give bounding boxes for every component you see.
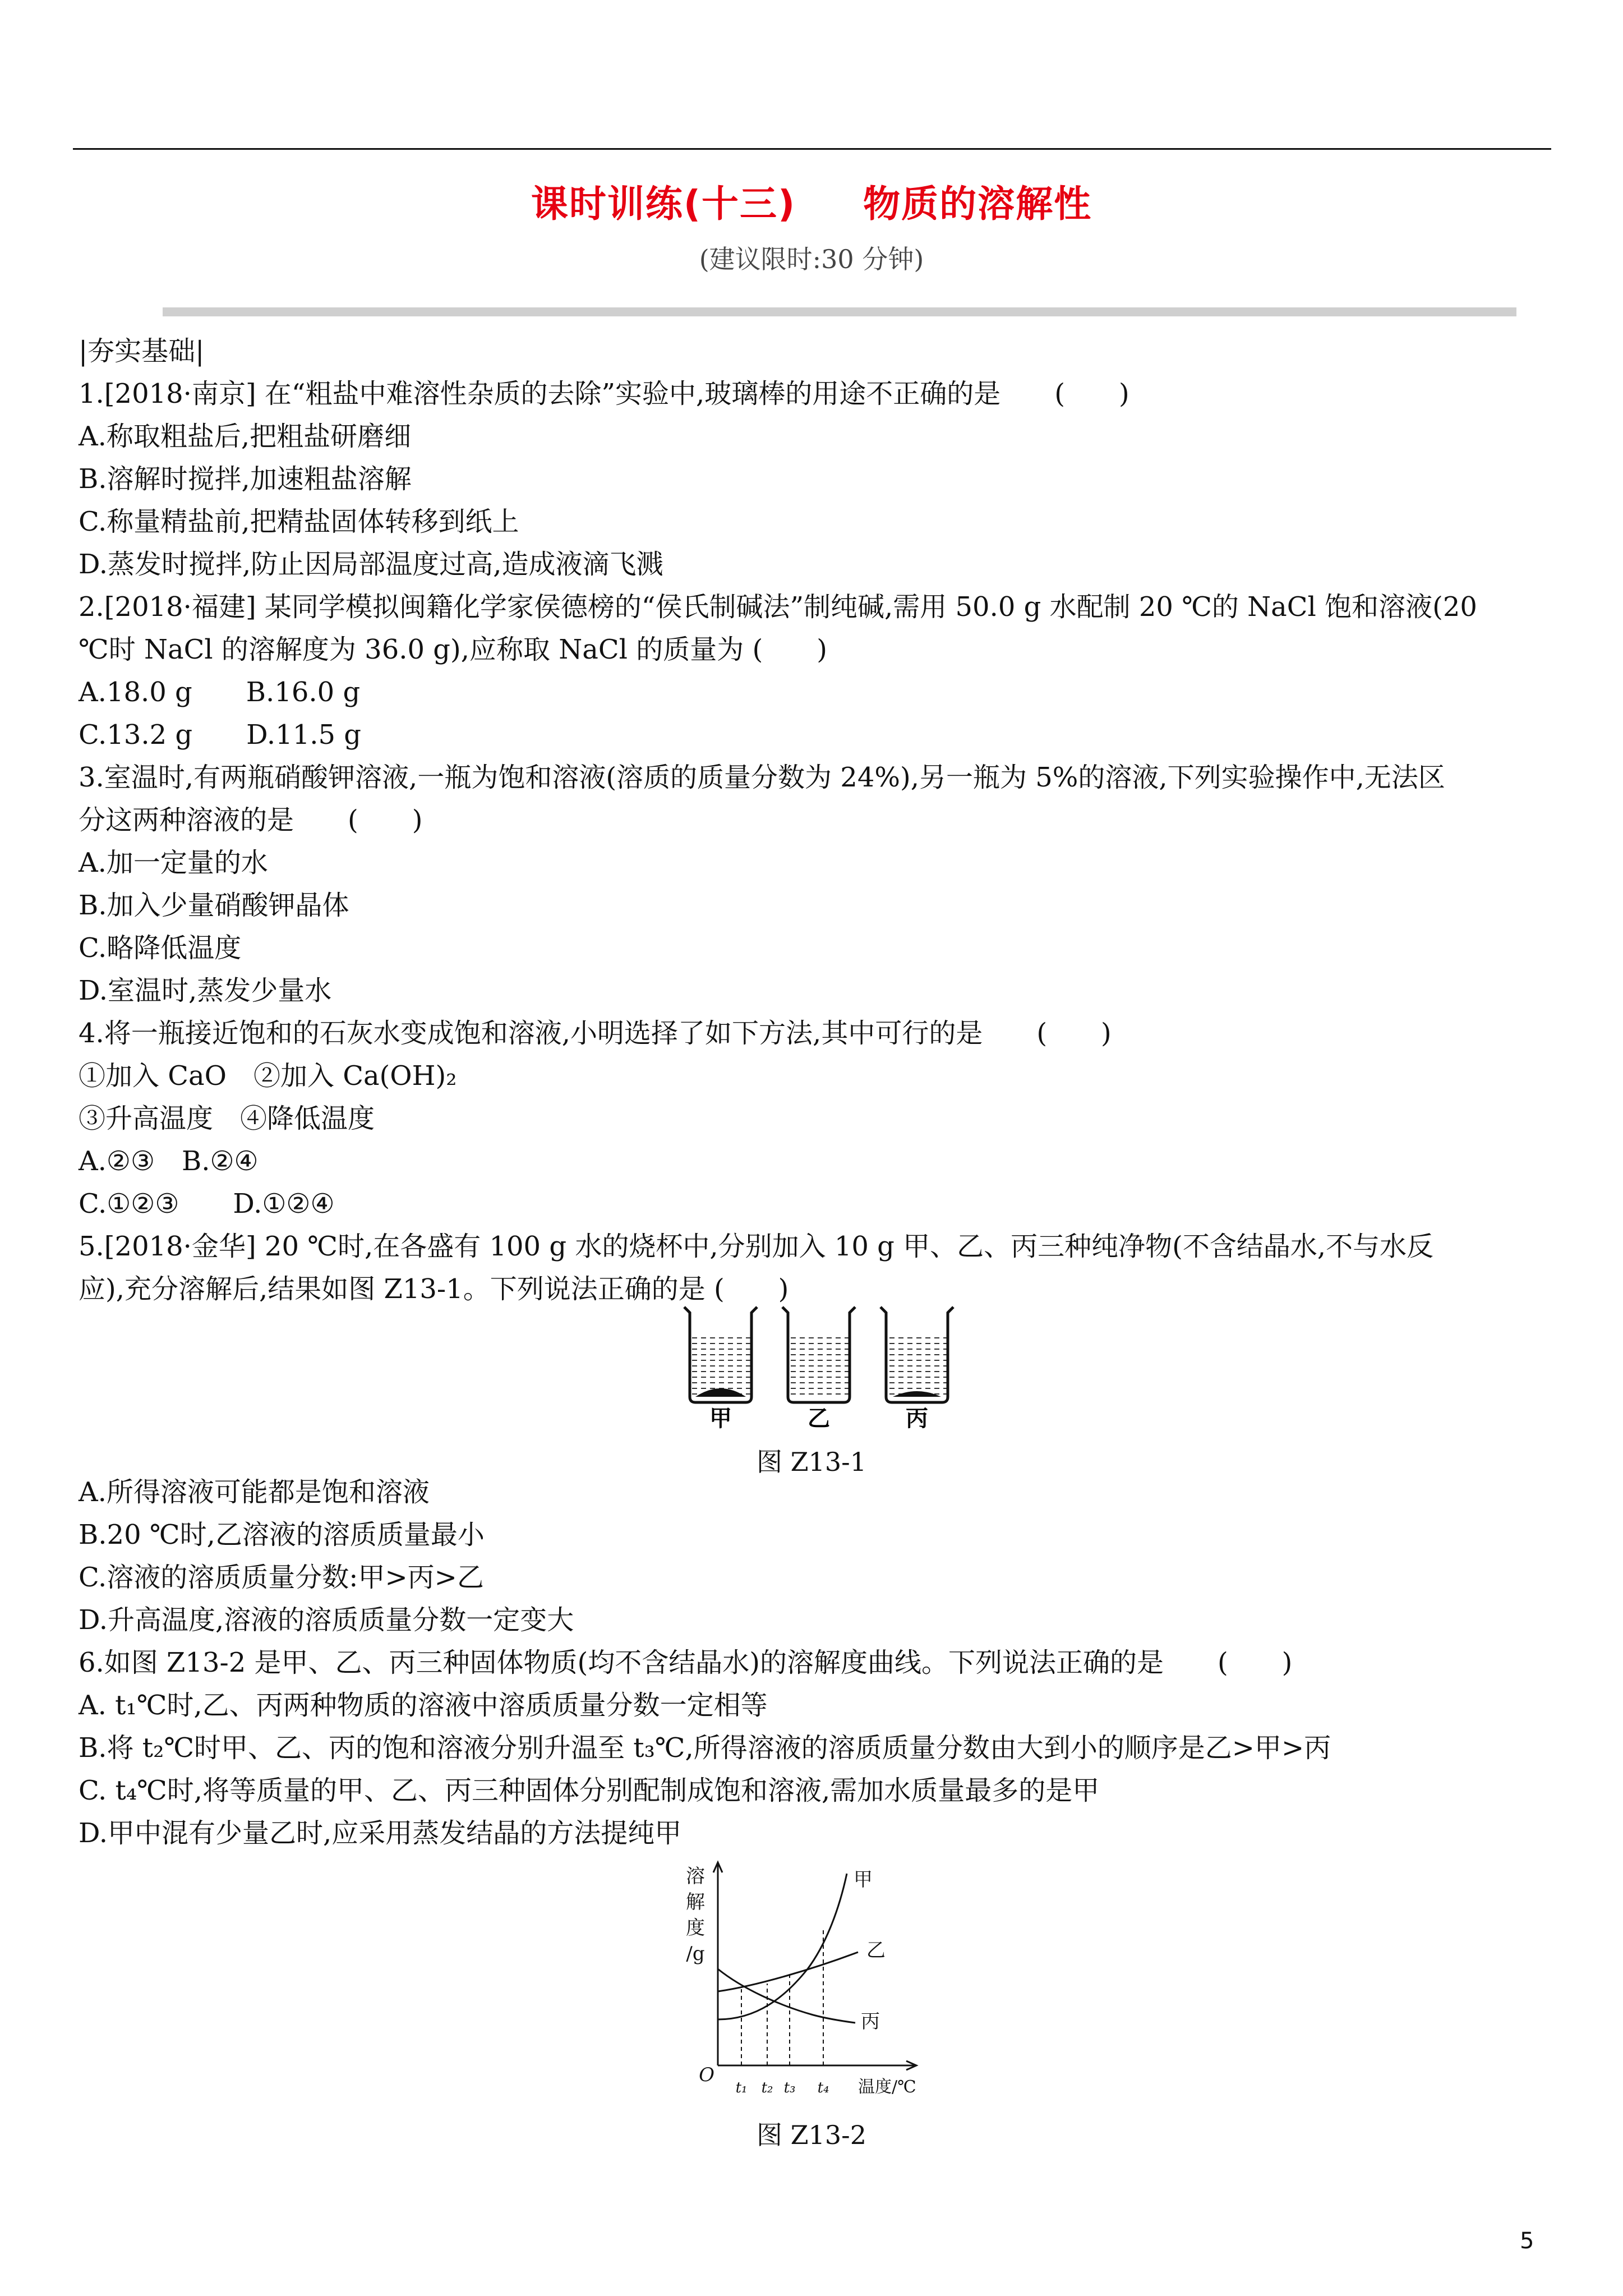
text-line: 4.将一瓶接近饱和的石灰水变成饱和溶液,小明选择了如下方法,其中可行的是 ( ) [79,1018,1112,1049]
text-line: C.略降低温度 [79,932,242,964]
beaker-figure [673,1296,965,1430]
text-line: A.18.0 g B.16.0 g [79,677,361,708]
text-line: B.溶解时搅拌,加速粗盐溶解 [79,463,412,495]
text-line: C.①②③ D.①②④ [79,1188,335,1220]
series-label: 丙 [861,2010,880,2033]
beaker-jia-icon [684,1307,757,1402]
question-block-1 [79,330,1581,1310]
text-line: B.加入少量硝酸钾晶体 [79,890,349,921]
curve-yi [718,1952,858,1991]
tick-label: t₁ [735,2079,748,2096]
text-line: 1.[2018·南京] 在“粗盐中难溶性杂质的去除”实验中,玻璃棒的用途不正确的是 ( ) [79,378,1129,409]
text-line: A.加一定量的水 [79,847,268,878]
top-rule [73,148,1551,150]
tick-label: t₂ [761,2079,773,2096]
curve-bing [718,1969,855,2023]
text-line: C. t₄℃时,将等质量的甲、乙、丙三种固体分别配制成饱和溶液,需加水质量最多的是甲 [79,1775,1100,1806]
beaker-bing-icon [880,1307,953,1402]
series-label: 甲 [854,1869,873,1891]
text-line: 应),充分溶解后,结果如图 Z13-1。下列说法正确的是 ( ) [79,1273,789,1305]
page-number: 5 [1520,2228,1534,2254]
y-axis-label: /g [686,1943,705,1965]
text-line: 2.[2018·福建] 某同学模拟闽籍化学家侯德榜的“侯氏制碱法”制纯碱,需用 50.0 g 水配制 20 ℃的 NaCl 饱和溶液(20 [79,591,1477,623]
tick-label: t₄ [817,2079,829,2096]
section-heading: |夯实基础| [79,335,205,367]
title-right: 物质的溶解性 [863,182,1092,226]
beaker-label: 甲 [709,1406,732,1430]
text-line: A.所得溶液可能都是饱和溶液 [79,1476,430,1508]
text-line: D.蒸发时搅拌,防止因局部温度过高,造成液滴飞溅 [79,549,663,580]
text-line: A.②③ B.②④ [79,1145,259,1177]
text-line: A.称取粗盐后,把粗盐研磨细 [79,421,412,452]
text-line: A. t₁℃时,乙、丙两种物质的溶液中溶质质量分数一定相等 [79,1690,768,1721]
text-line: 5.[2018·金华] 20 ℃时,在各盛有 100 g 水的烧杯中,分别加入 10 g 甲、乙、丙三种纯净物(不含结晶水,不与水反 [79,1231,1434,1262]
series-label: 乙 [866,1939,886,1962]
text-line: C.称量精盐前,把精盐固体转移到纸上 [79,506,519,537]
text-line: D.室温时,蒸发少量水 [79,975,332,1006]
figure-caption: 图 Z13-1 [757,1447,866,1477]
text-line: B.将 t₂℃时甲、乙、丙的饱和溶液分别升温至 t₃℃,所得溶液的溶质质量分数由大到小的顺序是乙>甲>丙 [79,1732,1331,1764]
text-line: D.升高温度,溶液的溶质质量分数一定变大 [79,1604,574,1636]
text-line: ①加入 CaO ②加入 Ca(OH)₂ [79,1060,457,1092]
origin-label: O [699,2064,714,2086]
text-line: B.20 ℃时,乙溶液的溶质质量最小 [79,1519,485,1550]
y-axis-label: 度 [686,1917,705,1939]
text-line: C.13.2 g D.11.5 g [79,719,362,751]
text-line: ℃时 NaCl 的溶解度为 36.0 g),应称取 NaCl 的质量为 ( ) [79,634,827,665]
y-axis-label: 溶 [686,1865,705,1888]
beaker-yi-icon [782,1307,855,1402]
divider-bar [163,307,1516,316]
text-line: C.溶液的溶质质量分数:甲>丙>乙 [79,1562,484,1593]
figure-caption: 图 Z13-2 [757,2120,866,2150]
text-line: 3.室温时,有两瓶硝酸钾溶液,一瓶为饱和溶液(溶质的质量分数为 24%),另一瓶为 5%的溶液,下列实验操作中,无法区 [79,762,1445,793]
beaker-label: 丙 [906,1406,928,1430]
curve-jia [718,1874,847,2019]
tick-label: t₃ [783,2079,796,2096]
x-axis-label: 温度/℃ [858,2077,916,2097]
page-title [0,174,1623,227]
text-line: D.甲中混有少量乙时,应采用蒸发结晶的方法提纯甲 [79,1818,682,1849]
y-axis-label: 解 [686,1891,705,1913]
title-left: 课时训练(十三) [531,182,796,226]
beaker-label: 乙 [808,1406,830,1430]
solubility-curve-figure [673,1857,942,2104]
text-line: 6.如图 Z13-2 是甲、乙、丙三种固体物质(均不含结晶水)的溶解度曲线。下列说法正确的是 ( ) [79,1647,1293,1678]
question-block-2 [79,1471,1581,1855]
text-line: 分这两种溶液的是 ( ) [79,804,423,836]
text-line: ③升高温度 ④降低温度 [79,1103,375,1134]
time-limit: (建议限时:30 分钟) [699,244,924,274]
